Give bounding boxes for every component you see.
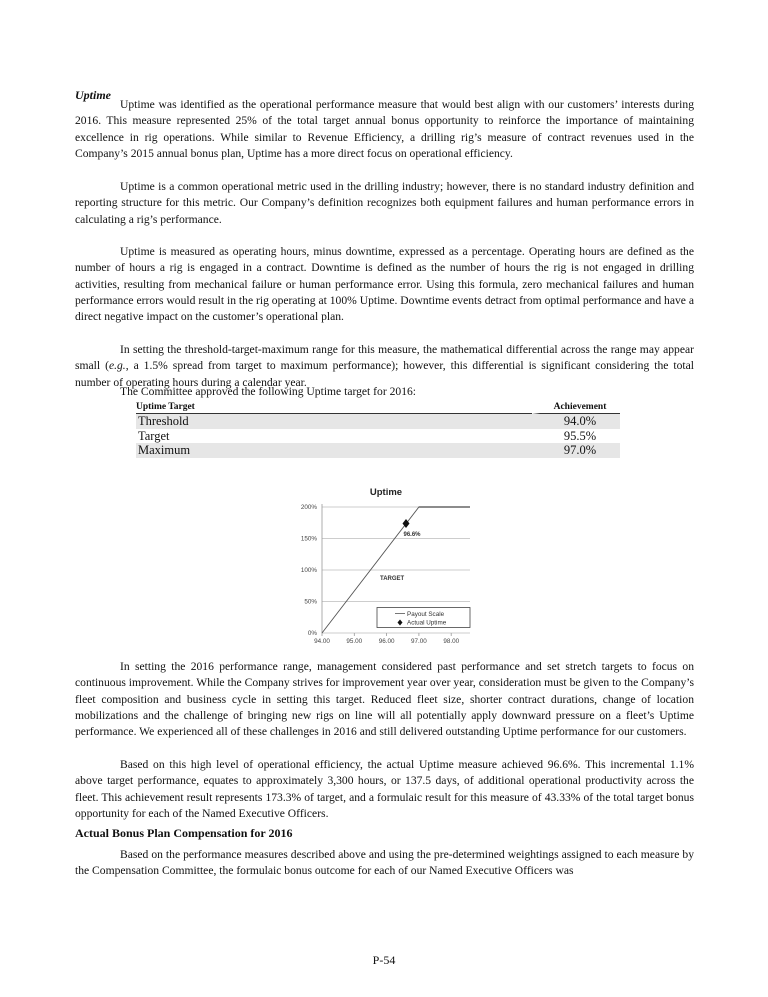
legend-payout-scale: Payout Scale: [407, 611, 445, 618]
row-label: Target: [138, 428, 170, 443]
paragraph-4-italic: e.g.: [108, 359, 126, 373]
section-heading: Uptime: [75, 88, 111, 102]
paragraph-6: Based on this high level of operational efficiency, the actual Uptime measure achieved 96.6%. This incremental 1.1% above target performance, equates to approximately 3,300 hours, or 137.5 days, of additional operational productivity across the fleet. This achievement result represents 173.3% of target, and a formulaic result for this measure of 43.33% of the total target bonus opportunity for each of the Named Executive Officers.: [75, 758, 694, 820]
y-tick-label: 200%: [300, 504, 317, 511]
x-tick-label: 94.00: [314, 638, 330, 645]
paragraph-1: Uptime was identified as the operational performance measure that would best align with our customers’ interests during 2016. This measure represented 25% of the total target annual bonus opportunity to reinforce the importance of maintaining excellence in rig operations. While similar to Revenue Efficiency, a drilling rig’s measure of contract revenues used in the Company’s 2015 annual bonus plan, Uptime has a more direct focus on operational efficiency.: [75, 98, 694, 160]
x-axis-ticks: [322, 633, 451, 636]
paragraph-4-part-a: In setting the threshold-target-maximum range for this measure, the mathematical differential across the range may appear small (: [75, 343, 694, 373]
uptime-target-table: [136, 402, 620, 458]
target-label: TARGET: [380, 576, 405, 582]
table-row: [136, 443, 620, 458]
column-header-uptime-target: Uptime Target: [136, 402, 532, 414]
row-label: Threshold: [136, 414, 532, 429]
row-value: 97.0%: [532, 443, 620, 458]
y-tick-label: 0%: [307, 630, 317, 637]
paragraph-7: Based on the performance measures described above and using the pre-determined weightings assigned to each measure by the Compensation Committee, the formulaic bonus outcome for each of our Named Executive Officers was: [75, 848, 694, 878]
table-row: [136, 414, 620, 429]
table-intro: The Committee approved the following Uptime target for 2016:: [120, 385, 417, 398]
y-tick-label: 50%: [304, 598, 317, 606]
uptime-chart: [260, 480, 500, 655]
x-tick-label: 95.00: [346, 638, 363, 645]
subheading: Actual Bonus Plan Compensation for 2016: [75, 826, 293, 840]
x-tick-label: 96.00: [378, 638, 395, 645]
y-tick-label: 150%: [300, 535, 317, 543]
row-value: 95.5%: [563, 428, 597, 443]
y-tick-label: 100%: [300, 567, 317, 574]
x-tick-label: 98.00: [443, 638, 460, 645]
paragraph-4: [75, 342, 694, 391]
chart-title: Uptime: [369, 487, 403, 498]
column-header-achievement: Achievement: [532, 402, 620, 414]
page-number: P-54: [372, 953, 396, 967]
paragraph-4-part-b: , a 1.5% spread from target to maximum performance); however, this differential is significant considering the total number of operating hours during a calendar year.: [75, 359, 694, 389]
actual-uptime-label: 96.6%: [403, 532, 421, 538]
x-tick-label: 97.00: [411, 638, 427, 645]
row-value: 94.0%: [532, 414, 620, 429]
paragraph-3: Uptime is measured as operating hours, minus downtime, expressed as a percentage. Operating hours are defined as the number of hours a rig is engaged in a contract. Downtime is defined as the number of hours the rig is not engaged in drilling activities, resulting from mechanical failure or human performance error. Using this formula, zero mechanical failures and human performance errors would result in the rig operating at 100% Uptime. Downtime events detract from optimal performance and have a direct negative impact on the customer’s operational plan.: [75, 245, 694, 324]
chart-legend: [377, 608, 470, 628]
table-row: [136, 429, 620, 444]
paragraph-5: In setting the 2016 performance range, management considered past performance and set stretch targets to focus on continuous improvement. While the Company strives for improvement year over year, consideration must be given to the Company’s fleet composition and business cycle in setting this target. Reduced fleet size, shorter contract durations, change of location mobilizations and the challenge of bringing new rigs on line will all potentially apply downward pressure on a fleet’s Uptime performance. We experienced all of these challenges in 2016 and still delivered outstanding Uptime performance for our customers.: [75, 660, 694, 739]
legend-actual-uptime: Actual Uptime: [407, 619, 447, 627]
row-label: Maximum: [136, 443, 532, 458]
paragraph-2: Uptime is a common operational metric used in the drilling industry; however, there is no standard industry definition and reporting structure for this metric. Our Company’s definition recognizes both equipment failures and human performance errors in calculating a rig’s performance.: [75, 180, 694, 226]
